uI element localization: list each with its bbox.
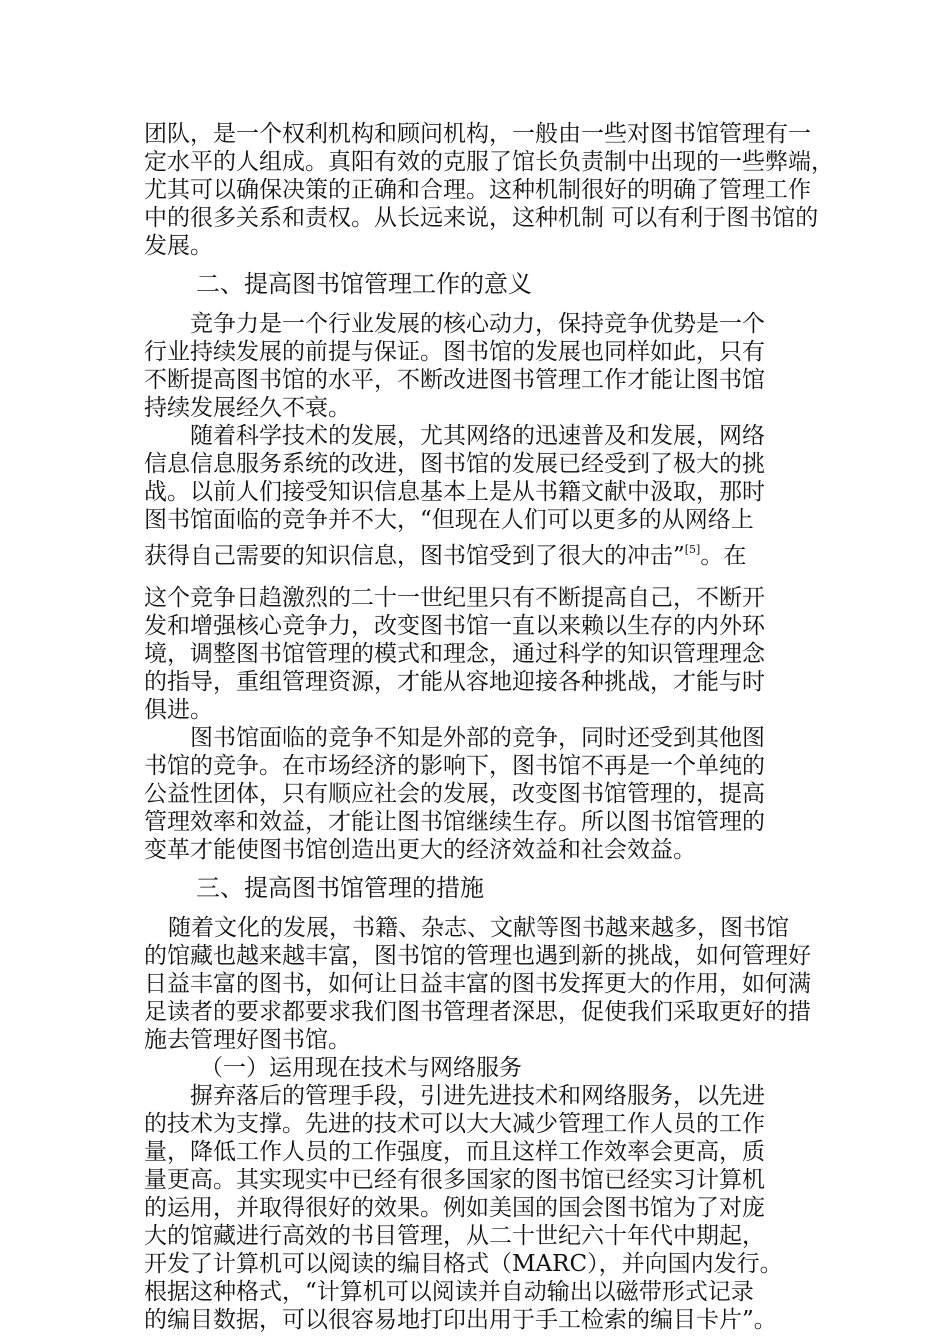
text-line: 的馆藏也越来越丰富，图书馆的管理也遇到新的挑战，如何管理好 — [144, 943, 811, 969]
subsection-heading-1: （一）运用现在技术与网络服务 — [200, 1055, 522, 1081]
text-line: 量更高。其实现实中已经有很多国家的图书馆已经实习计算机 — [144, 1167, 765, 1193]
text-line: 发展。 — [144, 233, 213, 259]
text-line: 信息信息服务系统的改进，图书馆的发展已经受到了极大的挑 — [144, 451, 765, 477]
paragraph-4 — [144, 914, 814, 1054]
text-line: 战。以前人们接受知识信息基本上是从书籍文献中汲取，那时 — [144, 479, 765, 505]
paragraph-5 — [144, 1082, 814, 1334]
text-line: 团队，是一个权利机构和顾问机构，一般由一些对图书馆管理有一 — [144, 121, 811, 147]
paragraph-0 — [144, 120, 834, 260]
text-line: 的运用，并取得很好的效果。例如美国的国会图书馆为了对庞 — [144, 1195, 765, 1221]
text-line: 发和增强核心竞争力，改变图书馆一直以来赖以生存的内外环 — [144, 613, 765, 639]
text-line: 行业持续发展的前提与保证。图书馆的发展也同样如此，只有 — [144, 339, 765, 365]
text-line: 变革才能使图书馆创造出更大的经济效益和社会效益。 — [144, 837, 696, 863]
text-line: 施去管理好图书馆。 — [144, 1027, 351, 1053]
text-line: 中的很多关系和责权。从长远来说，这种机制 可以有利于图书馆的 — [144, 205, 819, 231]
text-line: 日益丰富的图书，如何让日益丰富的图书发挥更大的作用，如何满 — [144, 971, 811, 997]
section-heading-2: 二、提高图书馆管理工作的意义 — [196, 270, 532, 298]
citation-ref: [5] — [684, 543, 701, 556]
text-line: 的指导，重组管理资源，才能从容地迎接各种挑战，才能与时 — [144, 669, 765, 695]
text-line: 的技术为支撑。先进的技术可以大大减少管理工作人员的工作 — [144, 1111, 765, 1137]
text-line: 不断提高图书馆的水平，不断改进图书管理工作才能让图书馆 — [144, 367, 765, 393]
paragraph-1 — [144, 310, 814, 422]
text-line: 足读者的要求都要求我们图书管理者深思，促使我们采取更好的措 — [144, 999, 811, 1025]
text-line: 的编目数据，可以很容易地打印出用于手工检索的编目卡片”。 — [144, 1307, 777, 1333]
text-line: 尤其可以确保决策的正确和合理。这种机制很好的明确了管理工作 — [144, 177, 811, 203]
text-line: 书馆的竞争。在市场经济的影响下，图书馆不再是一个单纯的 — [144, 753, 765, 779]
citation-text: 获得自己需要的知识信息，图书馆受到了很大的冲击” — [144, 543, 685, 569]
text-line: 公益性团体，只有顺应社会的发展，改变图书馆管理的，提高 — [144, 781, 765, 807]
text-line-citation — [144, 534, 814, 578]
text-line: 竞争力是一个行业发展的核心动力，保持竞争优势是一个 — [190, 311, 765, 337]
text-line: 根据这种格式，“计算机可以阅读并自动输出以磁带形式记录 — [144, 1279, 754, 1305]
text-line: 俱进。 — [144, 697, 213, 723]
citation-tail: 。在 — [700, 543, 747, 569]
text-line: 持续发展经久不衰。 — [144, 395, 351, 421]
text-line: 随着科学技术的发展，尤其网络的迅速普及和发展，网络 — [190, 423, 765, 449]
paragraph-2 — [144, 422, 814, 724]
document-page — [144, 120, 834, 1334]
text-line: 摒弃落后的管理手段，引进先进技术和网络服务，以先进 — [190, 1083, 765, 1109]
text-line: 随着文化的发展，书籍、杂志、文献等图书越来越多，图书馆 — [168, 915, 789, 941]
text-line: 境，调整图书馆管理的模式和理念，通过科学的知识管理理念 — [144, 641, 765, 667]
text-line: 量，降低工作人员的工作强度，而且这样工作效率会更高，质 — [144, 1139, 765, 1165]
text-line: 管理效率和效益，才能让图书馆继续生存。所以图书馆管理的 — [144, 809, 765, 835]
paragraph-3 — [144, 724, 814, 864]
text-line: 开发了计算机可以阅读的编目格式（MARC），并向国内发行。 — [144, 1251, 783, 1277]
section-heading-3: 三、提高图书馆管理的措施 — [196, 874, 484, 902]
text-line: 图书馆面临的竞争不知是外部的竞争，同时还受到其他图 — [190, 725, 765, 751]
text-line: 定水平的人组成。真阳有效的克服了馆长负责制中出现的一些弊端， — [144, 149, 834, 175]
text-line: 这个竞争日趋激烈的二十一世纪里只有不断提高自己，不断开 — [144, 585, 765, 611]
text-line: 图书馆面临的竞争并不大，“但现在人们可以更多的从网络上 — [144, 507, 754, 533]
text-line: 大的馆藏进行高效的书目管理，从二十世纪六十年代中期起， — [144, 1223, 765, 1249]
